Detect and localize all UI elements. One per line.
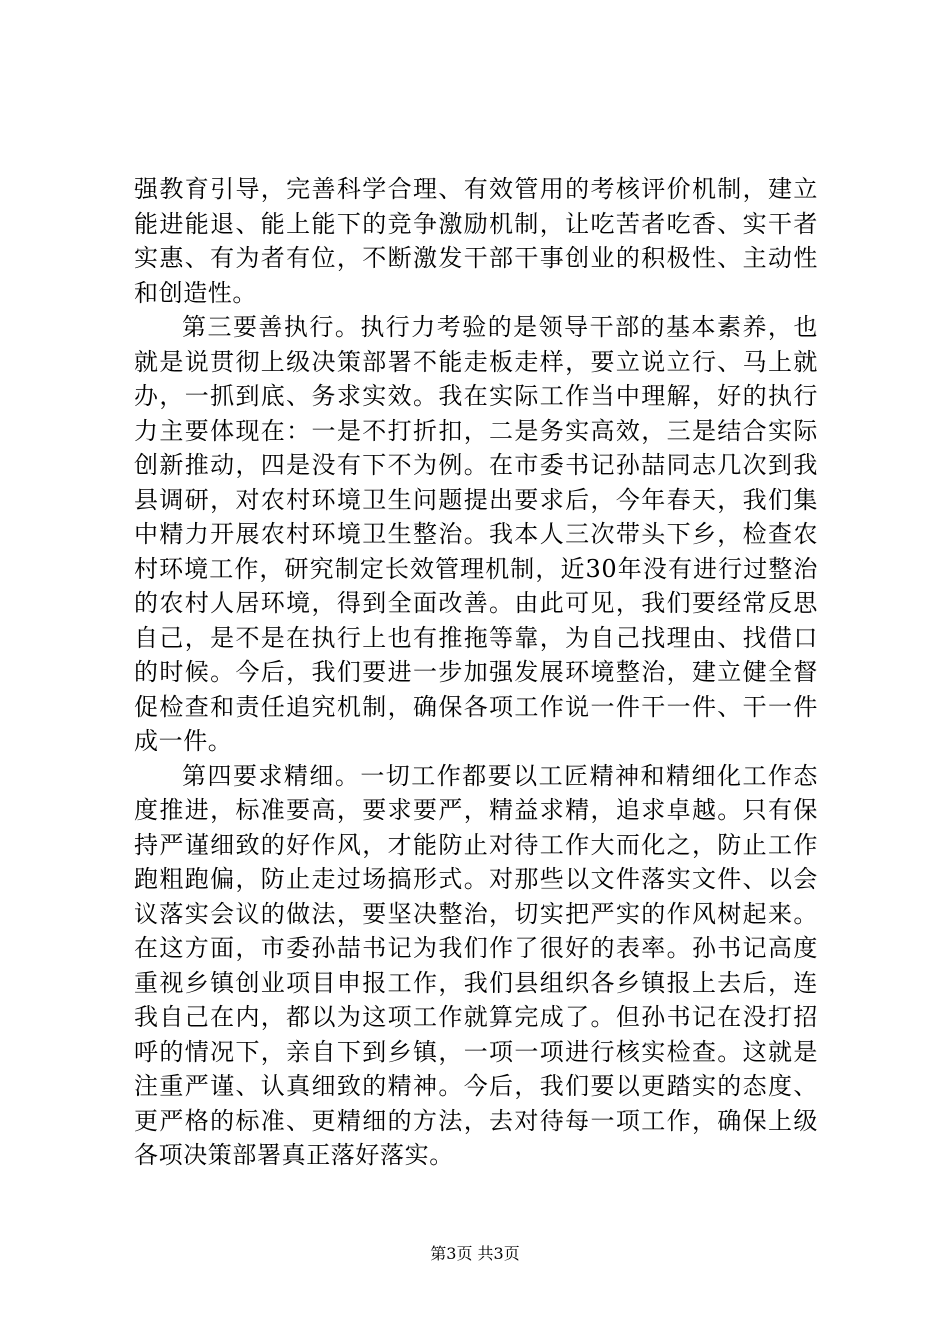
page-number-footer: 第3页 共3页 (430, 1244, 520, 1263)
paragraph-precision: 第四要求精细。一切工作都要以工匠精神和精细化工作态度推进，标准要高，要求要严，精益求精，追求卓越。只有保持严谨细致的好作风，才能防止对待工作大而化之，防止工作跑粗跑偏，防止走过场搞形式。对那些以文件落实文件、以会议落实会议的做法，要坚决整治，切实把严实的作风树起来。在这方面，市委孙喆书记为我们作了很好的表率。孙书记高度重视乡镇创业项目申报工作，我们县组织各乡镇报上去后，连我自己在内，都以为这项工作就算完成了。但孙书记在没打招呼的情况下，亲自下到乡镇，一项一项进行核实检查。这就是注重严谨、认真细致的精神。今后，我们要以更踏实的态度、更严格的标准、更精细的方法，去对待每一项工作，确保上级各项决策部署真正落好落实。 (134, 761, 818, 1169)
paragraph-continuation: 强教育引导，完善科学合理、有效管用的考核评价机制，建立能进能退、能上能下的竞争激励机制，让吃苦者吃香、实干者实惠、有为者有位，不断激发干部干事创业的积极性、主动性和创造性。 (134, 175, 818, 307)
paragraph-execution: 第三要善执行。执行力考验的是领导干部的基本素养，也就是说贯彻上级决策部署不能走板走样，要立说立行、马上就办，一抓到底、务求实效。我在实际工作当中理解，好的执行力主要体现在：一是不打折扣，二是务实高效，三是结合实际创新推动，四是没有下不为例。在市委书记孙喆同志几次到我县调研，对农村环境卫生问题提出要求后，今年春天，我们集中精力开展农村环境卫生整治。我本人三次带头下乡，检查农村环境工作，研究制定长效管理机制，近30年没有进行过整治的农村人居环境，得到全面改善。由此可见，我们要经常反思自己，是不是在执行上也有推拖等靠，为自己找理由、找借口的时候。今后，我们要进一步加强发展环境整治，建立健全督促检查和责任追究机制，确保各项工作说一件干一件、干一件成一件。 (134, 313, 818, 755)
document-body (134, 172, 818, 1173)
